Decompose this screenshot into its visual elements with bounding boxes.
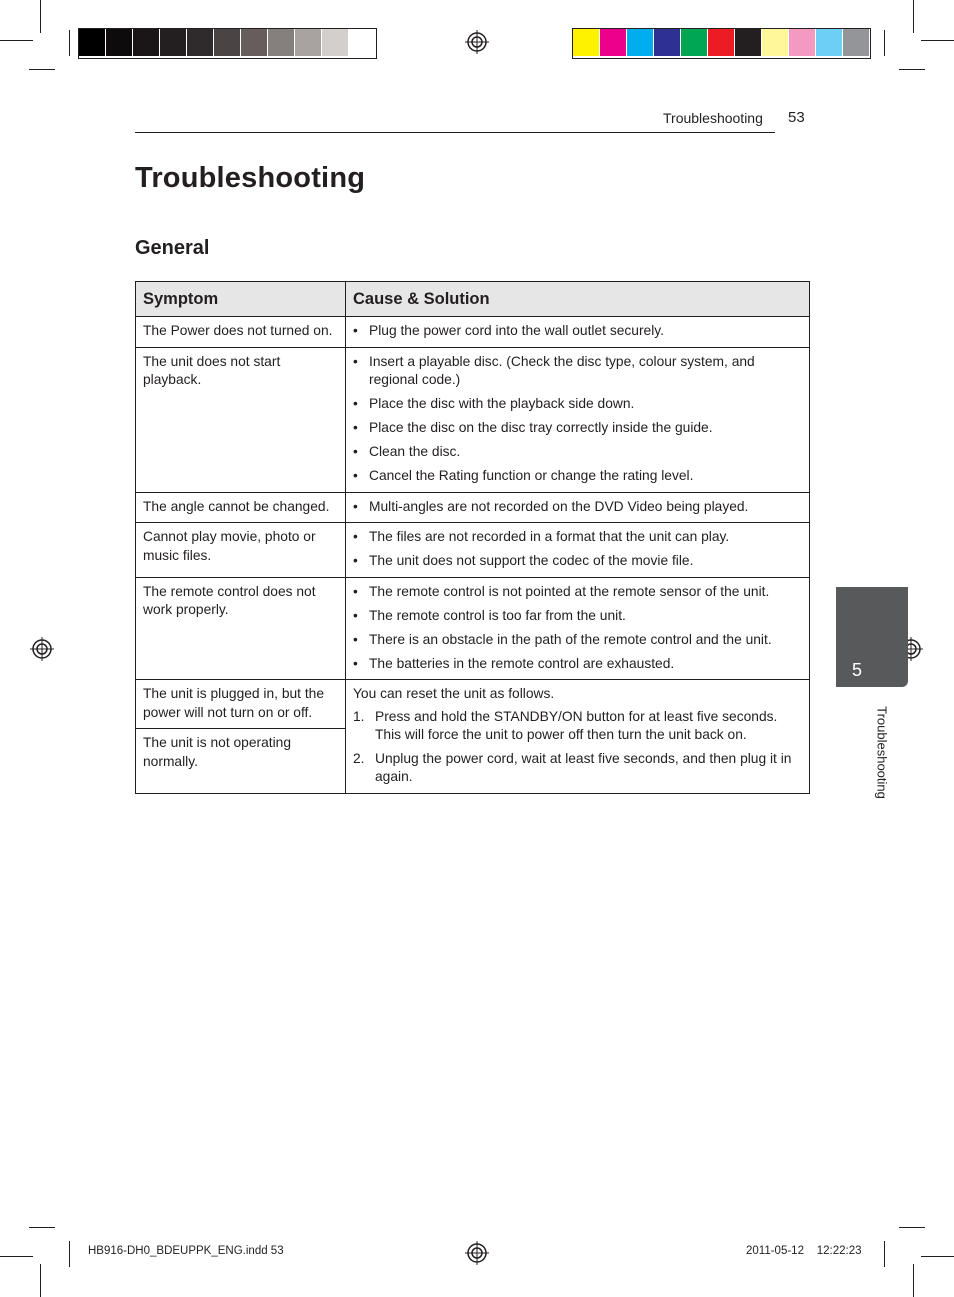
registration-mark-icon xyxy=(30,637,54,661)
step-number: 2. xyxy=(353,750,365,766)
gray-color-bar xyxy=(78,28,377,59)
reset-intro: You can reset the unit as follows. xyxy=(353,686,555,701)
color-swatch xyxy=(735,29,762,56)
color-swatch xyxy=(79,29,106,56)
cause-cell xyxy=(346,680,810,794)
column-header-symptom: Symptom xyxy=(136,282,346,317)
cause-item: • The batteries in the remote control are exhausted. xyxy=(353,655,802,674)
step-number: 1. xyxy=(353,708,365,724)
section-title: General xyxy=(135,237,210,259)
symptom-cell: The unit is not operating normally. xyxy=(136,729,346,794)
cause-item: • Clean the disc. xyxy=(353,443,802,462)
cause-item: • Multi-angles are not recorded on the DVD Video being played. xyxy=(353,498,802,517)
color-swatch xyxy=(654,29,681,56)
symptom-cell: The unit does not start playback. xyxy=(136,347,346,492)
header-rule xyxy=(135,132,775,133)
crop-mark xyxy=(40,0,41,33)
table-header-row xyxy=(136,282,810,317)
color-swatch xyxy=(268,29,295,56)
cause-cell xyxy=(346,577,810,680)
crop-mark xyxy=(884,30,885,56)
footer-datetime: 2011-05-12 12:22:23 xyxy=(746,1245,862,1257)
color-swatch xyxy=(241,29,268,56)
crop-mark xyxy=(69,1241,70,1267)
reset-step xyxy=(353,750,802,787)
symptom-cell: Cannot play movie, photo or music files. xyxy=(136,523,346,578)
color-swatch xyxy=(133,29,160,56)
table-row xyxy=(136,523,810,578)
color-swatch xyxy=(762,29,789,56)
running-header-section: Troubleshooting xyxy=(663,110,763,126)
crop-mark xyxy=(921,40,954,41)
page-title: Troubleshooting xyxy=(135,162,366,194)
cause-item: • The files are not recorded in a format that the unit can play. xyxy=(353,528,802,547)
cause-item: • The remote control is too far from the unit. xyxy=(353,607,802,626)
symptom-cell: The Power does not turned on. xyxy=(136,317,346,348)
crop-mark xyxy=(921,1256,954,1257)
chapter-tab xyxy=(836,587,908,687)
table-row xyxy=(136,577,810,680)
color-swatch xyxy=(789,29,816,56)
chapter-tab-label: Troubleshooting xyxy=(874,706,890,799)
color-swatch xyxy=(843,29,870,56)
column-header-cause: Cause & Solution xyxy=(346,282,810,317)
table-row xyxy=(136,492,810,523)
cause-item: • There is an obstacle in the path of the remote control and the unit. xyxy=(353,631,802,650)
color-swatch xyxy=(106,29,133,56)
cause-cell xyxy=(346,317,810,348)
step-text: Press and hold the STANDBY/ON button for at least five seconds. This will force the unit to power off then turn the unit back on. xyxy=(375,708,778,742)
crop-mark xyxy=(0,1256,33,1257)
color-swatch xyxy=(160,29,187,56)
troubleshooting-table xyxy=(135,281,810,794)
cause-cell xyxy=(346,492,810,523)
crop-mark xyxy=(884,1241,885,1267)
color-swatch xyxy=(681,29,708,56)
color-swatch xyxy=(322,29,349,56)
cause-item: • Insert a playable disc. (Check the disc type, colour system, and regional code.) xyxy=(353,353,802,390)
chapter-number: 5 xyxy=(851,660,862,680)
registration-mark-icon xyxy=(465,1241,489,1265)
cause-item: • Place the disc with the playback side down. xyxy=(353,395,802,414)
crop-mark xyxy=(29,1227,55,1228)
crop-mark xyxy=(899,1227,925,1228)
page-number: 53 xyxy=(788,109,805,126)
color-swatch xyxy=(573,29,600,56)
color-swatch xyxy=(600,29,627,56)
crop-mark xyxy=(69,30,70,56)
symptom-cell: The angle cannot be changed. xyxy=(136,492,346,523)
color-swatch xyxy=(187,29,214,56)
table-row xyxy=(136,347,810,492)
registration-mark-icon xyxy=(465,30,489,54)
cause-item: • The remote control is not pointed at the remote sensor of the unit. xyxy=(353,583,802,602)
color-swatch xyxy=(295,29,322,56)
crop-mark xyxy=(913,0,914,33)
cmyk-color-bar xyxy=(572,28,871,59)
table-row xyxy=(136,680,810,729)
table-row xyxy=(136,317,810,348)
symptom-cell: The remote control does not work properly. xyxy=(136,577,346,680)
reset-step xyxy=(353,708,802,745)
crop-mark xyxy=(0,40,33,41)
color-swatch xyxy=(708,29,735,56)
crop-mark xyxy=(40,1264,41,1297)
crop-mark xyxy=(29,69,55,70)
symptom-cell: The unit is plugged in, but the power will not turn on or off. xyxy=(136,680,346,729)
step-text: Unplug the power cord, wait at least five seconds, and then plug it in again. xyxy=(375,750,792,784)
cause-item: • Place the disc on the disc tray correctly inside the guide. xyxy=(353,419,802,438)
crop-mark xyxy=(899,69,925,70)
cause-cell xyxy=(346,347,810,492)
color-swatch xyxy=(627,29,654,56)
footer-filename: HB916-DH0_BDEUPPK_ENG.indd 53 xyxy=(88,1245,284,1257)
color-swatch xyxy=(349,29,376,56)
cause-item: • Cancel the Rating function or change the rating level. xyxy=(353,467,802,486)
cause-item: • The unit does not support the codec of the movie file. xyxy=(353,552,802,571)
color-swatch xyxy=(816,29,843,56)
cause-cell xyxy=(346,523,810,578)
cause-item: • Plug the power cord into the wall outlet securely. xyxy=(353,322,802,341)
color-swatch xyxy=(214,29,241,56)
crop-mark xyxy=(913,1264,914,1297)
